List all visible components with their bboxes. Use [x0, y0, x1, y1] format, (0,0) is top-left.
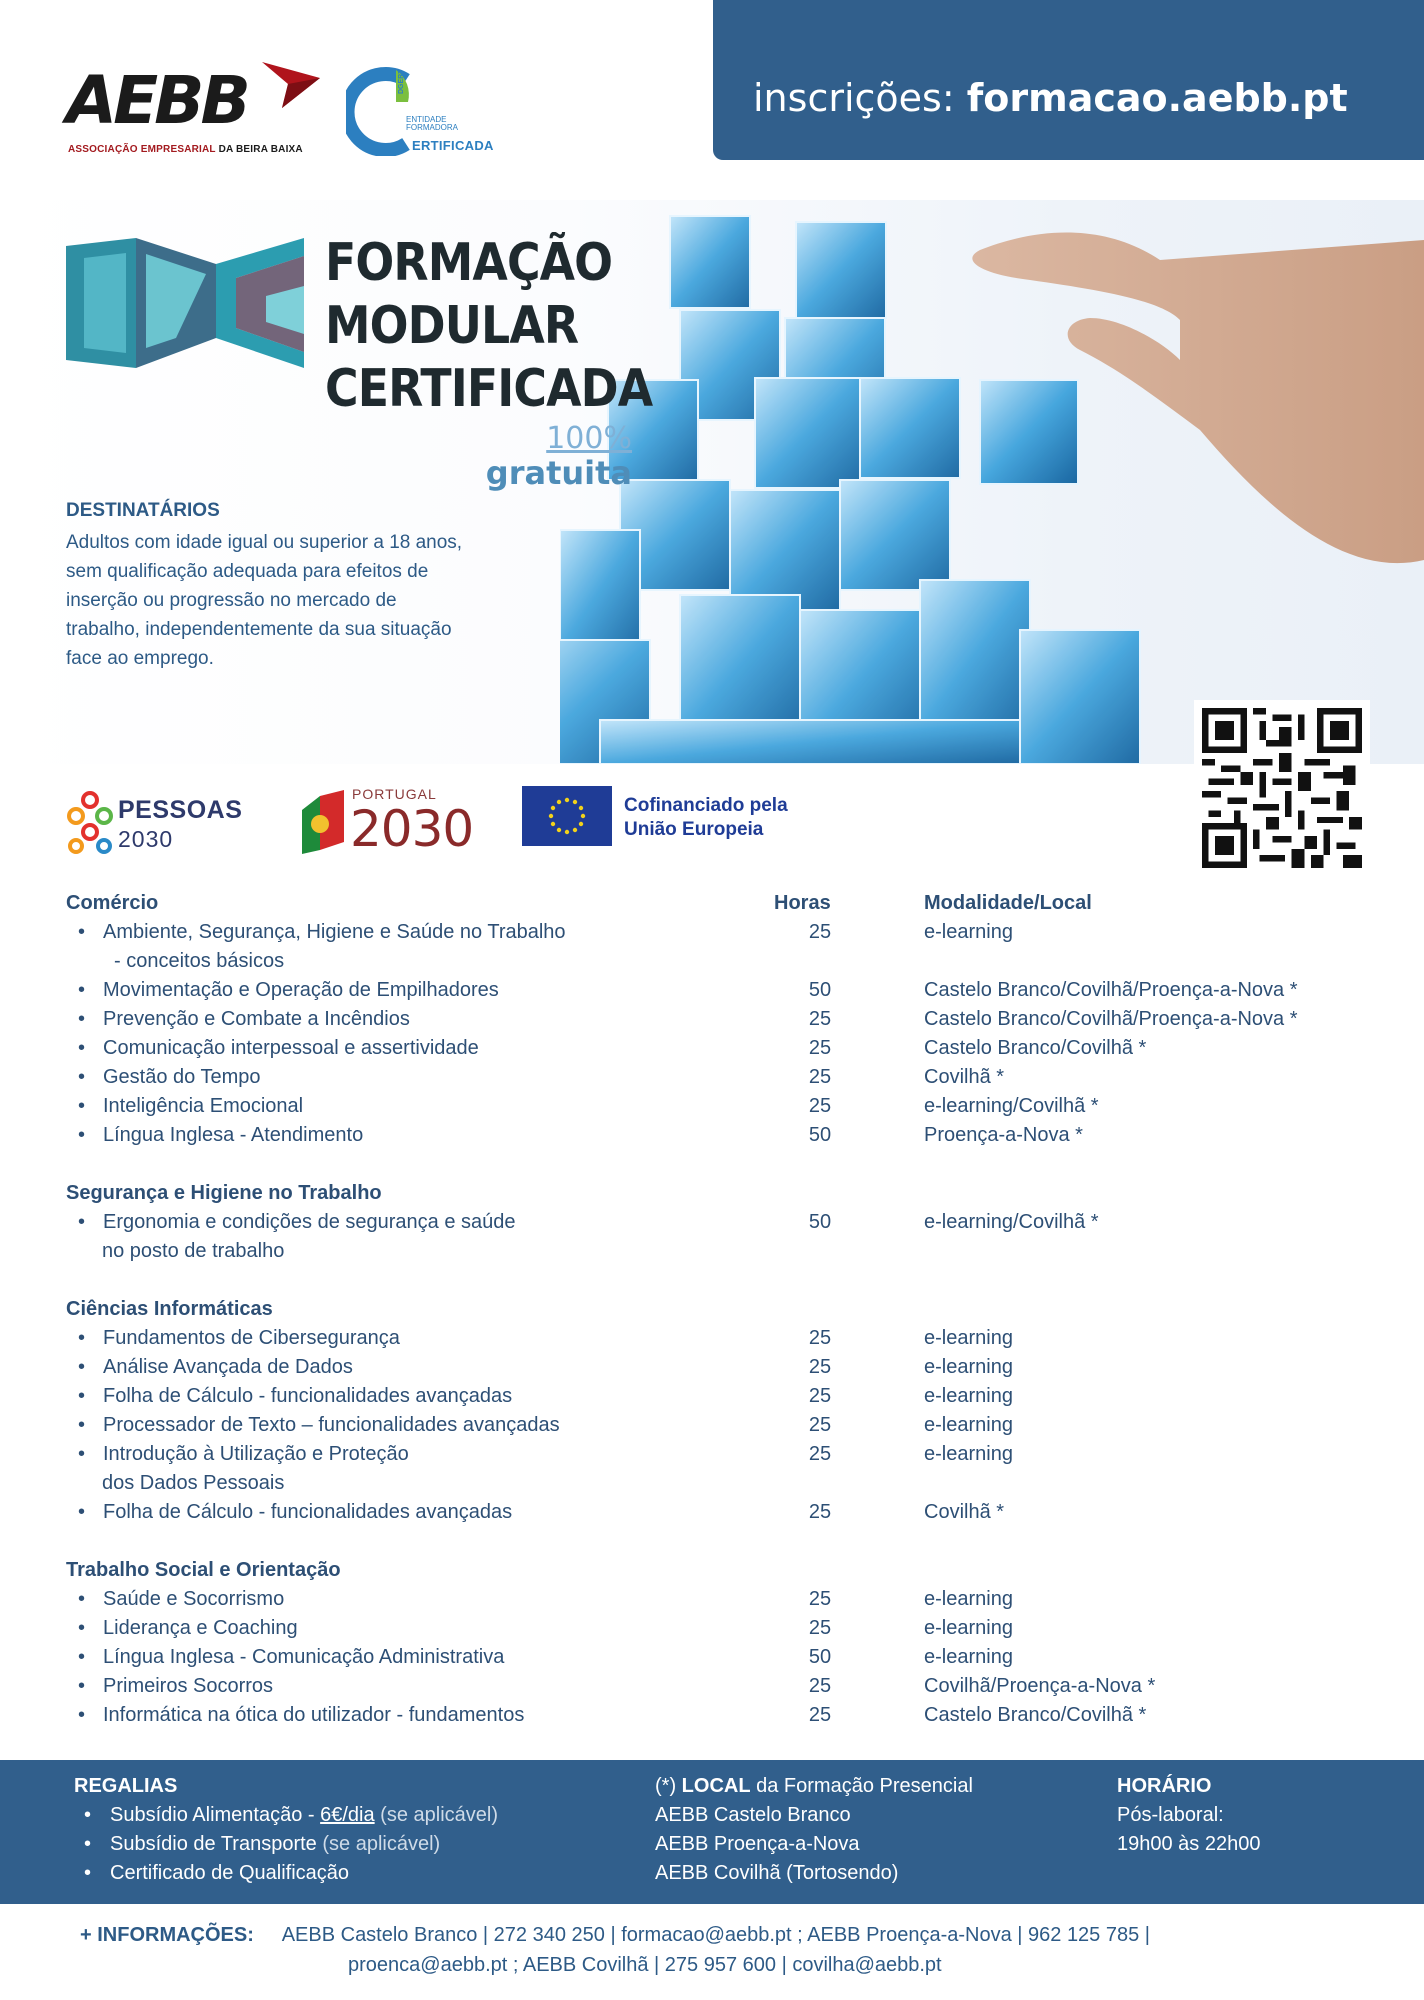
- course-hours: 25: [808, 1037, 832, 1059]
- course-name: Prevenção e Combate a Incêndios: [103, 1008, 410, 1030]
- course-name-cont: no posto de trabalho: [102, 1240, 285, 1262]
- course-name: Língua Inglesa - Comunicação Administrativa: [103, 1646, 505, 1668]
- course-hours: 25: [808, 1414, 832, 1436]
- category-trabalho-social: Trabalho Social e Orientação: [66, 1559, 341, 1581]
- regalia-item: • Subsídio de Transporte (se aplicável): [74, 1830, 498, 1859]
- horario-heading: HORÁRIO: [1117, 1775, 1212, 1797]
- eu-text: Cofinanciado pela União Europeia: [624, 795, 788, 840]
- course-row-continuation: [66, 1240, 1366, 1268]
- local-heading: (*) LOCAL da Formação Presencial: [655, 1775, 973, 1797]
- course-hours: 25: [808, 1095, 832, 1117]
- contact-info: [0, 1904, 1424, 2000]
- course-location: e-learning: [924, 921, 1013, 943]
- destinatarios-heading: DESTINATÁRIOS: [66, 500, 220, 521]
- course-row: • Análise Avançada de Dados 25 e-learning: [78, 1356, 1013, 1378]
- category-seguranca: Segurança e Higiene no Trabalho: [66, 1182, 382, 1204]
- course-row: • Fundamentos de Cibersegurança 25 e-learning: [78, 1327, 1013, 1349]
- regalias: [74, 1772, 498, 1888]
- horario-line: 19h00 às 22h00: [1117, 1833, 1261, 1855]
- course-row: • Introdução à Utilização e Proteção 25 e-learning: [78, 1443, 1013, 1465]
- inscricoes-banner: [713, 0, 1424, 160]
- course-location: Castelo Branco/Covilhã/Proença-a-Nova *: [924, 979, 1298, 1001]
- course-row: • Movimentação e Operação de Empilhadores 50 Castelo Branco/Covilhã/Proença-a-Nova *: [78, 979, 1298, 1001]
- dgert-cert: ERTIFICADA: [412, 138, 494, 153]
- course-location: e-learning: [924, 1646, 1013, 1668]
- info-label: + INFORMAÇÕES:: [80, 1924, 254, 1946]
- course-hours: 25: [808, 1501, 832, 1523]
- fmc-logo-icon: [66, 238, 306, 378]
- course-row: • Gestão do Tempo 25 Covilhã *: [78, 1066, 1005, 1088]
- course-hours: 25: [808, 1704, 832, 1726]
- course-row: • Ambiente, Segurança, Higiene e Saúde no Trabalho 25 e-learning: [78, 921, 1013, 943]
- course-location: Castelo Branco/Covilhã *: [924, 1704, 1147, 1726]
- category-informatica: Ciências Informáticas: [66, 1298, 273, 1320]
- course-name: Inteligência Emocional: [103, 1095, 304, 1117]
- glass-cubes-image: [560, 200, 1424, 764]
- course-location: Covilhã *: [924, 1501, 1005, 1523]
- course-hours: 25: [808, 1675, 832, 1697]
- course-hours: 50: [808, 1646, 832, 1668]
- course-location: e-learning: [924, 1617, 1013, 1639]
- contact-line-1: [80, 1920, 1150, 1950]
- course-location: Proença-a-Nova *: [924, 1124, 1083, 1146]
- portugal-flag-icon: [298, 790, 348, 856]
- eu-cofinance-logo: [522, 786, 842, 848]
- course-hours: 25: [808, 1008, 832, 1030]
- header: [0, 0, 1424, 200]
- course-row: • Prevenção e Combate a Incêndios 25 Castelo Branco/Covilhã/Proença-a-Nova *: [78, 1008, 1298, 1030]
- course-hours: 25: [808, 1327, 832, 1349]
- course-title: FORMAÇÃO MODULAR CERTIFICADA: [325, 233, 653, 419]
- pessoas-2030-logo: PESSOAS 2030: [66, 786, 246, 858]
- course-hours: 50: [808, 979, 832, 1001]
- pessoas-flower-icon: [66, 790, 114, 854]
- course-row: • Informática na ótica do utilizador - fundamentos 25 Castelo Branco/Covilhã *: [78, 1704, 1147, 1726]
- course-location: e-learning: [924, 1588, 1013, 1610]
- course-location: Castelo Branco/Covilhã/Proença-a-Nova *: [924, 1008, 1298, 1030]
- course-location: e-learning: [924, 1356, 1013, 1378]
- regalia-item: • Subsídio Alimentação - 6€/dia (se aplicável): [74, 1801, 498, 1830]
- portugal-2030-logo: PORTUGAL 2030: [298, 786, 468, 858]
- course-row: • Língua Inglesa - Comunicação Administrativa 50 e-learning: [78, 1646, 1013, 1668]
- course-row-continuation: [66, 950, 1366, 978]
- course-row: • Liderança e Coaching 25 e-learning: [78, 1617, 1013, 1639]
- course-name: Folha de Cálculo - funcionalidades avançadas: [103, 1385, 513, 1407]
- regalias-heading: REGALIAS: [74, 1775, 178, 1797]
- course-location: e-learning: [924, 1385, 1013, 1407]
- course-hours: 25: [808, 921, 832, 943]
- benefits-band: [0, 1760, 1424, 1904]
- course-row-continuation: [66, 1472, 1366, 1500]
- course-hours: 25: [808, 1443, 832, 1465]
- course-name: Ambiente, Segurança, Higiene e Saúde no Trabalho: [103, 921, 566, 943]
- course-name: Fundamentos de Cibersegurança: [103, 1327, 400, 1349]
- course-location: Castelo Branco/Covilhã *: [924, 1037, 1147, 1059]
- course-name-cont: dos Dados Pessoais: [102, 1472, 285, 1494]
- inscricoes-text: inscrições: formacao.aebb.pt: [753, 76, 1348, 120]
- destinatarios-text: Adultos com idade igual ou superior a 18 anos, sem qualificação adequada para efeitos de inserção ou progressão no mercado de trabalho, independentemente da sua situação face ao emprego.: [66, 532, 463, 669]
- local-item: AEBB Castelo Branco: [655, 1804, 851, 1826]
- course-name: Primeiros Socorros: [103, 1675, 274, 1697]
- course-name: Informática na ótica do utilizador - fundamentos: [103, 1704, 525, 1726]
- course-hours: 25: [808, 1617, 832, 1639]
- hero: [0, 200, 1424, 764]
- course-location: e-learning: [924, 1414, 1013, 1436]
- course-row: • Comunicação interpessoal e assertividade 25 Castelo Branco/Covilhã *: [78, 1037, 1147, 1059]
- local-item: AEBB Proença-a-Nova: [655, 1833, 860, 1855]
- aebb-tagline: ASSOCIAÇÃO EMPRESARIAL DA BEIRA BAIXA: [68, 144, 303, 155]
- course-name: Liderança e Coaching: [103, 1617, 298, 1639]
- course-location: e-learning/Covilhã *: [924, 1095, 1099, 1117]
- course-name: Língua Inglesa - Atendimento: [103, 1124, 364, 1146]
- destinatarios: [66, 500, 466, 673]
- course-row: • Língua Inglesa - Atendimento 50 Proença-a-Nova *: [78, 1124, 1083, 1146]
- header-local: Modalidade/Local: [924, 892, 1092, 914]
- course-row: • Primeiros Socorros 25 Covilhã/Proença-a-Nova *: [78, 1675, 1156, 1697]
- eu-flag-icon: [522, 786, 612, 846]
- course-hours: 50: [808, 1211, 832, 1233]
- course-row: • Processador de Texto – funcionalidades avançadas 25 e-learning: [78, 1414, 1013, 1436]
- inscricoes-link[interactable]: formacao.aebb.pt: [966, 76, 1348, 120]
- course-hours: 50: [808, 1124, 832, 1146]
- course-hours: 25: [808, 1356, 832, 1378]
- category-comercio: Comércio: [66, 892, 159, 914]
- course-name: Processador de Texto – funcionalidades avançadas: [103, 1414, 560, 1436]
- course-location: e-learning/Covilhã *: [924, 1211, 1099, 1233]
- course-hours: 25: [808, 1588, 832, 1610]
- qr-code[interactable]: [1194, 700, 1370, 876]
- course-name: Gestão do Tempo: [103, 1066, 261, 1088]
- course-row: • Saúde e Socorrismo 25 e-learning: [78, 1588, 1013, 1610]
- course-row: • Folha de Cálculo - funcionalidades avançadas 25 Covilhã *: [78, 1501, 1005, 1523]
- aebb-logo-word: AEBB: [66, 62, 247, 139]
- course-name: Saúde e Socorrismo: [103, 1588, 285, 1610]
- course-row: • Ergonomia e condições de segurança e saúde 50 e-learning/Covilhã *: [78, 1211, 1099, 1233]
- horario-line: Pós-laboral:: [1117, 1804, 1224, 1826]
- course-row: • Inteligência Emocional 25 e-learning/Covilhã *: [78, 1095, 1099, 1117]
- course-name-cont: - conceitos básicos: [114, 950, 285, 972]
- qr-code-icon: [1202, 708, 1362, 868]
- contact-line-2[interactable]: proenca@aebb.pt ; AEBB Covilhã | 275 957 600 | covilha@aebb.pt: [348, 1954, 942, 1976]
- aebb-logo[interactable]: [66, 60, 326, 160]
- course-hours: 25: [808, 1066, 832, 1088]
- course-name: Análise Avançada de Dados: [103, 1356, 353, 1378]
- free-badge: 100% gratuita: [485, 421, 632, 492]
- course-location: e-learning: [924, 1443, 1013, 1465]
- dgert-entity: ENTIDADE FORMADORA: [406, 115, 458, 133]
- local-item: AEBB Covilhã (Tortosendo): [655, 1862, 899, 1884]
- header-horas: Horas: [774, 892, 831, 914]
- aebb-arrow-icon: [262, 60, 322, 110]
- course-name: Comunicação interpessoal e assertividade: [103, 1037, 479, 1059]
- horario: [1117, 1772, 1260, 1859]
- course-hours: 25: [808, 1385, 832, 1407]
- local-formacao: [655, 1772, 973, 1888]
- contact-text-1[interactable]: AEBB Castelo Branco | 272 340 250 | formacao@aebb.pt ; AEBB Proença-a-Nova | 962 125 785 |: [281, 1924, 1150, 1946]
- course-location: e-learning: [924, 1327, 1013, 1349]
- regalia-item: • Certificado de Qualificação: [74, 1859, 498, 1888]
- course-location: Covilhã *: [924, 1066, 1005, 1088]
- course-name: Ergonomia e condições de segurança e saúde: [103, 1211, 516, 1233]
- course-row: • Folha de Cálculo - funcionalidades avançadas 25 e-learning: [78, 1385, 1013, 1407]
- course-name: Folha de Cálculo - funcionalidades avançadas: [103, 1501, 513, 1523]
- course-name: Movimentação e Operação de Empilhadores: [103, 979, 499, 1001]
- course-name: Introdução à Utilização e Proteção: [103, 1443, 409, 1465]
- dgert-logo: DGERT ENTIDADE FORMADORA ERTIFICADA: [346, 64, 476, 159]
- course-location: Covilhã/Proença-a-Nova *: [924, 1675, 1156, 1697]
